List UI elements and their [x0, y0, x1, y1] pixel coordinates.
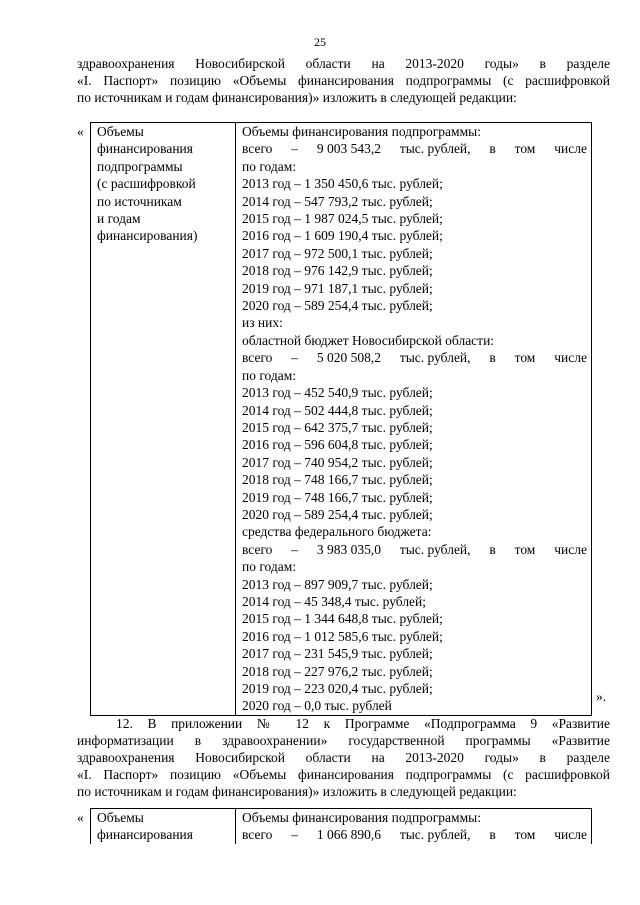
year-line: 2017 год – 231 545,9 тыс. рублей;	[242, 646, 433, 662]
regional-heading: областной бюджет Новосибирской области:	[242, 332, 495, 348]
year-line: 2020 год – 0,0 тыс. рублей	[242, 698, 392, 714]
year-line: 2018 год – 748 166,7 тыс. рублей;	[242, 472, 433, 488]
position-content-cell	[236, 123, 592, 716]
year-line: 2016 год – 1 609 190,4 тыс. рублей;	[242, 228, 443, 244]
federal-total-line	[242, 541, 587, 558]
text-line: здравоохранения Новосибирской области на 2013-2020 годы» в разделе	[77, 56, 610, 71]
text-line: по источникам и годам финансирования)» изложить в следующей редакции:	[77, 784, 517, 799]
year-line: 2013 год – 1 350 450,6 тыс. рублей;	[242, 176, 443, 192]
of-them-label: из них:	[242, 315, 283, 331]
total-word: числе	[554, 141, 587, 157]
total-word: том	[514, 141, 536, 157]
label-line: Объемы	[97, 810, 144, 825]
total-word: всего	[242, 141, 273, 157]
label-line: и годам	[97, 211, 141, 227]
total-dash: –	[291, 350, 298, 366]
total-unit: тыс. рублей,	[399, 141, 471, 157]
total-line	[242, 140, 587, 157]
label-line: финансирования)	[97, 228, 198, 244]
text-line: «I. Паспорт» позицию «Объемы финансирования подпрограммы (с расшифровкой	[77, 767, 610, 782]
label-line: (с расшифровкой	[97, 176, 196, 192]
position-label-cell	[91, 123, 236, 716]
year-line: 2017 год – 972 500,1 тыс. рублей;	[242, 245, 433, 261]
total-word: числе	[554, 827, 587, 843]
year-line: 2020 год – 589 254,4 тыс. рублей;	[242, 506, 433, 522]
year-line: 2014 год – 547 793,2 тыс. рублей;	[242, 193, 433, 209]
total-unit: тыс. рублей,	[399, 827, 471, 843]
label-line: по источникам	[97, 193, 182, 209]
by-years-label: по годам:	[242, 367, 297, 383]
total-unit: тыс. рублей,	[399, 541, 471, 557]
open-quote: «	[77, 810, 84, 825]
year-line: 2015 год – 1 987 024,5 тыс. рублей;	[242, 211, 443, 227]
total-word: в	[489, 541, 496, 557]
text-line: «I. Паспорт» позицию «Объемы финансирования подпрограммы (с расшифровкой	[77, 73, 610, 88]
total-word: в	[489, 827, 496, 843]
total-word: в	[489, 350, 496, 366]
year-line: 2013 год – 452 540,9 тыс. рублей;	[242, 385, 433, 401]
position-label-cell	[91, 809, 236, 844]
total-line	[242, 826, 587, 843]
year-line: 2018 год – 227 976,2 тыс. рублей;	[242, 663, 433, 679]
total-word: всего	[242, 827, 273, 843]
year-line: 2016 год – 596 604,8 тыс. рублей;	[242, 437, 433, 453]
total-value: 3 983 035,0	[316, 541, 381, 557]
regional-total-line	[242, 349, 587, 366]
year-line: 2013 год – 897 909,7 тыс. рублей;	[242, 576, 433, 592]
total-word: числе	[554, 350, 587, 366]
label-line: подпрограммы	[97, 158, 183, 174]
total-dash: –	[291, 141, 298, 157]
page-number: 25	[314, 35, 326, 49]
year-line: 2018 год – 976 142,9 тыс. рублей;	[242, 263, 433, 279]
funding-heading: Объемы финансирования подпрограммы:	[242, 124, 481, 139]
label-line: Объемы	[97, 124, 144, 139]
total-word: всего	[242, 350, 273, 366]
year-line: 2017 год – 740 954,2 тыс. рублей;	[242, 454, 433, 470]
text-line: 12. В приложении № 12 к Программе «Подпрограмма 9 «Развитие	[116, 716, 610, 731]
by-years-label: по годам:	[242, 559, 297, 575]
total-value: 9 003 543,2	[316, 141, 381, 157]
funding-heading: Объемы финансирования подпрограммы:	[242, 810, 481, 825]
total-word: том	[514, 541, 536, 557]
text-line: по источникам и годам финансирования)» изложить в следующей редакции:	[77, 90, 517, 105]
total-unit: тыс. рублей,	[399, 350, 471, 366]
text-line: информатизации в здравоохранении» государственной программы «Развитие	[77, 733, 610, 748]
total-word: всего	[242, 541, 273, 557]
year-line: 2020 год – 589 254,4 тыс. рублей;	[242, 298, 433, 314]
year-line: 2014 год – 45 348,4 тыс. рублей;	[242, 593, 427, 609]
by-years-label: по годам:	[242, 158, 297, 174]
paragraph-12	[77, 715, 610, 800]
passport-table-2	[90, 808, 592, 844]
intro-paragraph	[77, 55, 610, 106]
year-line: 2015 год – 1 344 648,8 тыс. рублей;	[242, 611, 443, 627]
year-line: 2014 год – 502 444,8 тыс. рублей;	[242, 402, 433, 418]
total-word: в	[489, 141, 496, 157]
total-word: том	[514, 350, 536, 366]
total-word: числе	[554, 541, 587, 557]
year-line: 2016 год – 1 012 585,6 тыс. рублей;	[242, 628, 443, 644]
year-line: 2019 год – 748 166,7 тыс. рублей;	[242, 489, 433, 505]
total-value: 1 066 890,6	[316, 827, 381, 843]
total-dash: –	[291, 827, 298, 843]
total-value: 5 020 508,2	[316, 350, 381, 366]
label-line: финансирования	[97, 827, 193, 843]
year-line: 2015 год – 642 375,7 тыс. рублей;	[242, 419, 433, 435]
close-quote: ».	[596, 689, 607, 704]
federal-heading: средства федерального бюджета:	[242, 524, 432, 540]
total-word: том	[514, 827, 536, 843]
label-line: финансирования	[97, 141, 193, 157]
passport-table-1	[90, 122, 592, 716]
year-line: 2019 год – 971 187,1 тыс. рублей;	[242, 280, 433, 296]
text-line: здравоохранения Новосибирской области на 2013-2020 годы» в разделе	[77, 750, 610, 765]
total-dash: –	[291, 541, 298, 557]
open-quote: «	[77, 124, 84, 139]
position-content-cell	[236, 809, 592, 844]
year-line: 2019 год – 223 020,4 тыс. рублей;	[242, 681, 433, 696]
